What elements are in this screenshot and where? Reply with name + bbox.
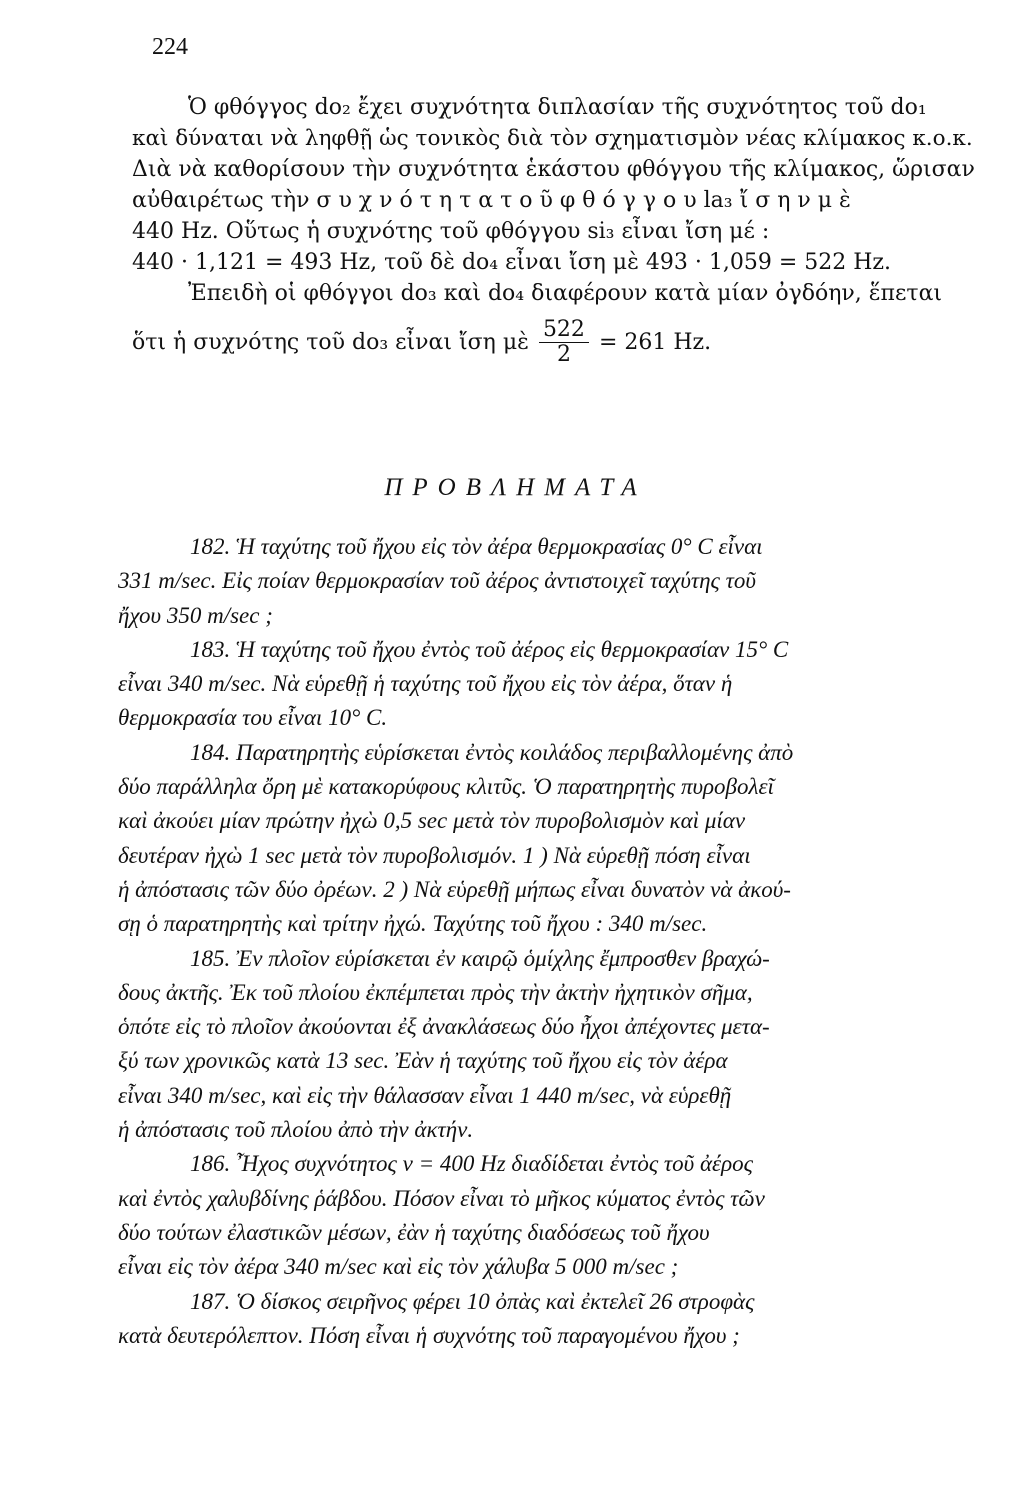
problem-line: δύο παράλληλα ὄρη μὲ κατακορύφους κλιτῦς. Ὁ παρατηρητὴς πυροβολεῖ (118, 774, 774, 800)
text-line: Ἐπειδὴ οἱ φθόγγοι do₃ καὶ do₄ διαφέρουν κατὰ μίαν ὀγδόην, ἕπεται (188, 281, 943, 306)
formula-line (132, 309, 982, 375)
problem-line: δύο τούτων ἐλαστικῶν μέσων, ἐὰν ἡ ταχύτης διαδόσεως τοῦ ἤχου (118, 1219, 710, 1245)
problem-line: εἶναι 340 m/sec, καὶ εἰς τὴν θάλασσαν εἶναι 1 440 m/sec, νὰ εὑρεθῇ (118, 1082, 732, 1108)
problem-line: 187. Ὁ δίσκος σειρῆνος φέρει 10 ὀπὰς καὶ ἐκτελεῖ 26 στροφὰς (190, 1288, 755, 1314)
problem-line: καὶ ἀκούει μίαν πρώτην ἠχὼ 0,5 sec μετὰ τὸν πυροβολισμὸν καὶ μίαν (118, 808, 746, 834)
fraction-numerator: 522 (539, 318, 589, 343)
text-line: αὐθαιρέτως τὴν σ υ χ ν ό τ η τ α τ ο ῦ φ θ ό γ γ ο υ la₃ ἴ σ η ν μ ὲ (132, 188, 851, 213)
text-line: καὶ δύναται νὰ ληφθῇ ὡς τονικὸς διὰ τὸν σχηματισμὸν νέας κλίμακος κ.ο.κ. (132, 126, 973, 151)
problem-line: ἤχου 350 m/sec ; (118, 602, 273, 628)
problems-list (118, 530, 978, 1353)
problem-line: ἡ ἀπόστασις τῶν δύο ὀρέων. 2 ) Νὰ εὑρεθῇ μήπως εἶναι δυνατὸν νὰ ἀκού- (118, 876, 791, 902)
text-line: Ὁ φθόγγος do₂ ἔχει συχνότητα διπλασίαν τῆς συχνότητος τοῦ do₁ (188, 95, 927, 120)
problem-line: 331 m/sec. Εἰς ποίαν θερμοκρασίαν τοῦ ἀέρος ἀντιστοιχεῖ ταχύτης τοῦ (118, 568, 756, 594)
problem-line: 186. Ἦχος συχνότητος ν = 400 Hz διαδίδεται ἐντὸς τοῦ ἀέρος (190, 1151, 753, 1177)
section-heading: ΠΡΟΒΛΗΜΑΤΑ (384, 474, 647, 501)
problem-line: καὶ ἐντὸς χαλυβδίνης ῥάβδου. Πόσον εἶναι τὸ μῆκος κύματος ἐντὸς τῶν (118, 1185, 765, 1211)
problem-line: 184. Παρατηρητὴς εὑρίσκεται ἐντὸς κοιλάδος περιβαλλομένης ἀπὸ (190, 739, 794, 765)
problem-line: εἶναι 340 m/sec. Νὰ εὑρεθῇ ἡ ταχύτης τοῦ ἤχου εἰς τὸν ἀέρα, ὅταν ἡ (118, 671, 733, 697)
intro-paragraph (132, 92, 982, 375)
fraction (539, 318, 589, 367)
problem-line: θερμοκρασία του εἶναι 10° C. (118, 705, 388, 731)
problem-line: ξύ των χρονικῶς κατὰ 13 sec. Ἐὰν ἡ ταχύτης τοῦ ἤχου εἰς τὸν ἀέρα (118, 1048, 728, 1074)
problem-line: κατὰ δευτερόλεπτον. Πόση εἶναι ἡ συχνότης τοῦ παραγομένου ἤχου ; (118, 1322, 740, 1348)
problem-line: 185. Ἐν πλοῖον εὑρίσκεται ἐν καιρῷ ὁμίχλης ἔμπροσθεν βραχώ- (190, 945, 770, 971)
formula-prefix: ὅτι ἡ συχνότης τοῦ do₃ εἶναι ἴση μὲ (132, 329, 529, 355)
fraction-denominator: 2 (556, 341, 571, 367)
formula-result: = 261 Hz. (598, 329, 712, 355)
problem-line: ἡ ἀπόστασις τοῦ πλοίου ἀπὸ τὴν ἀκτήν. (118, 1117, 474, 1143)
page-number: 224 (152, 34, 188, 60)
problem-line: 182. Ἡ ταχύτης τοῦ ἤχου εἰς τὸν ἀέρα θερμοκρασίας 0° C εἶναι (190, 534, 763, 559)
problem-line: ὁπότε εἰς τὸ πλοῖον ἀκούονται ἐξ ἀνακλάσεως δύο ἦχοι ἀπέχοντες μετα- (118, 1014, 770, 1040)
text-line: 440 Hz. Οὕτως ἡ συχνότης τοῦ φθόγγου si₃ εἶναι ἴση μέ : (132, 219, 770, 244)
problem-line: 183. Ἡ ταχύτης τοῦ ἤχου ἐντὸς τοῦ ἀέρος εἰς θερμοκρασίαν 15° C (190, 636, 789, 662)
text-line: 440 · 1,121 = 493 Hz, τοῦ δὲ do₄ εἶναι ἴση μὲ 493 · 1,059 = 522 Hz. (132, 250, 891, 275)
text-line: Διὰ νὰ καθορίσουν τὴν συχνότητα ἑκάστου φθόγγου τῆς κλίμακος, ὥρισαν (132, 157, 975, 182)
problem-line: σῃ ὁ παρατηρητὴς καὶ τρίτην ἠχώ. Ταχύτης τοῦ ἤχου : 340 m/sec. (118, 911, 708, 937)
problem-line: εἶναι εἰς τὸν ἀέρα 340 m/sec καὶ εἰς τὸν χάλυβα 5 000 m/sec ; (118, 1254, 679, 1280)
problem-line: δευτέραν ἠχὼ 1 sec μετὰ τὸν πυροβολισμόν. 1 ) Νὰ εὑρεθῇ πόση εἶναι (118, 842, 751, 868)
problem-line: δους ἀκτῆς. Ἐκ τοῦ πλοίου ἐκπέμπεται πρὸς τὴν ἀκτὴν ἠχητικὸν σῆμα, (118, 979, 753, 1005)
